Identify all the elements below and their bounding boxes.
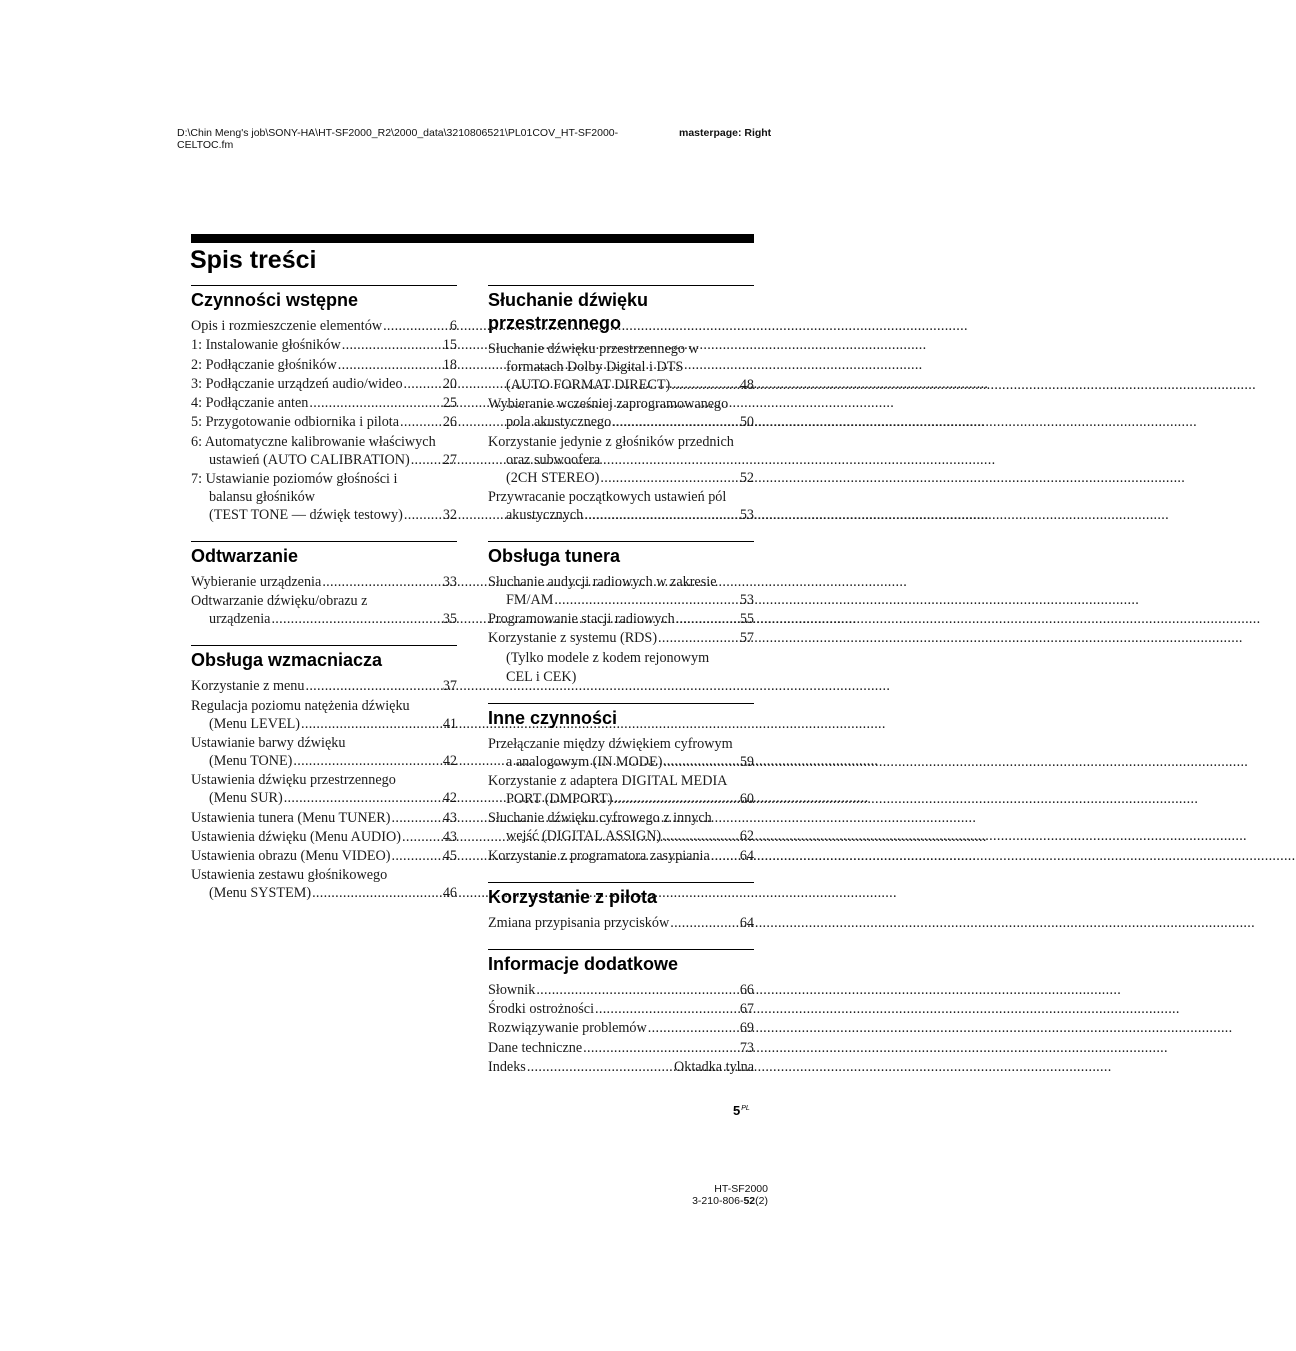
dot-leader	[392, 809, 442, 827]
toc-page-number: 37	[442, 678, 457, 695]
page-number-suffix: PL	[741, 1105, 750, 1112]
toc-entry-line	[488, 827, 754, 845]
dot-leader	[670, 914, 739, 932]
toc-entry-line	[488, 376, 754, 394]
dot-leader	[301, 715, 442, 733]
dot-leader	[595, 1000, 739, 1018]
toc-entry-text: 7: Ustawianie poziomów głośności i	[191, 471, 398, 488]
toc-entry-text: Korzystanie z programatora zasypiania	[488, 847, 710, 864]
dot-leader	[391, 847, 441, 865]
dot-leader	[312, 884, 442, 902]
dot-leader	[271, 610, 441, 628]
toc-entry-text: 5: Przygotowanie odbiornika i pilota	[191, 414, 400, 431]
toc-entry-text: akustycznych	[506, 506, 584, 523]
toc-page-number: 64	[739, 847, 754, 864]
toc-page-number: 50	[739, 414, 754, 431]
section-heading: Obsługa wzmacniacza	[191, 645, 457, 672]
toc-entry-text: Indeks	[488, 1058, 526, 1075]
dot-leader	[711, 847, 739, 865]
toc-entry-text: Słownik	[488, 981, 536, 998]
dot-leader	[404, 506, 442, 524]
section-heading: Obsługa tunera	[488, 541, 754, 568]
toc-page-number: 67	[739, 1000, 754, 1017]
toc-entry-line	[488, 358, 754, 376]
toc-entry[interactable]	[191, 592, 457, 628]
toc-entry-line	[191, 847, 457, 865]
dot-leader	[338, 356, 442, 374]
toc-entry[interactable]	[191, 375, 457, 393]
toc-entry-line	[488, 591, 754, 609]
toc-entry-line	[488, 981, 754, 999]
toc-entry-line	[488, 413, 754, 431]
section-heading: Inne czynności	[488, 703, 754, 730]
file-path-header: D:\Chin Meng's job\SONY-HA\HT-SF2000_R2\2000_data\3210806521\PL01COV_HT-SF2000-CELTOC.fm	[177, 127, 619, 151]
toc-entry-text: a analogowym (IN MODE)	[506, 753, 663, 770]
toc-entry-text: Wybieranie wcześniej zaprogramowanego	[488, 396, 729, 413]
dot-leader	[404, 375, 442, 393]
toc-left-column	[191, 285, 457, 919]
dot-leader	[600, 469, 738, 487]
toc-page-number: 69	[739, 1020, 754, 1037]
toc-entry-text: Ustawienia obrazu (Menu VIDEO)	[191, 848, 391, 865]
toc-entry-line	[191, 809, 457, 827]
toc-page-number: 42	[442, 752, 457, 769]
toc-entry-text: Odtwarzanie dźwięku/obrazu z	[191, 593, 368, 610]
page-title: Spis treści	[190, 246, 317, 274]
toc-page-number: 42	[442, 790, 457, 807]
toc-entry-text: pola akustycznego	[506, 414, 612, 431]
toc-entry[interactable]	[191, 677, 457, 695]
toc-entry[interactable]	[488, 1039, 754, 1057]
dot-leader	[305, 677, 441, 695]
toc-entry[interactable]	[488, 433, 754, 487]
toc-page-number: 43	[442, 828, 457, 845]
toc-page-number: 33	[442, 574, 457, 591]
toc-entry[interactable]	[488, 610, 754, 628]
section-heading: Informacje dodatkowe	[488, 949, 754, 976]
toc-entry-line	[488, 735, 754, 753]
toc-entry[interactable]	[191, 394, 457, 412]
toc-entry-line	[191, 356, 457, 374]
toc-entry-text: ustawień (AUTO CALIBRATION)	[209, 451, 410, 468]
dot-leader	[400, 413, 442, 431]
toc-page-number: 48	[739, 377, 754, 393]
toc-entry-text: Regulacja poziomu natężenia dźwięku	[191, 697, 410, 714]
toc-entry-text: Korzystanie z systemu (RDS)	[488, 630, 658, 647]
toc-page-number: 15	[442, 337, 457, 354]
toc-entry-text: Korzystanie z menu	[191, 678, 305, 695]
toc-entry-text: balansu głośników	[209, 489, 316, 506]
toc-entry[interactable]	[191, 470, 457, 524]
toc-page-number: 20	[442, 375, 457, 392]
toc-entry-line	[488, 914, 754, 932]
toc-entry-line	[191, 413, 457, 431]
toc-entry[interactable]	[191, 734, 457, 770]
toc-entry[interactable]	[191, 866, 457, 902]
dot-leader	[662, 827, 739, 845]
toc-page-number: 32	[442, 507, 457, 524]
toc-entry-line	[191, 771, 457, 789]
toc-entry-line	[488, 629, 754, 647]
section-heading: Korzystanie z pilota	[488, 882, 754, 909]
toc-right-column	[488, 285, 754, 1093]
toc-page-number: 45	[442, 848, 457, 865]
toc-entry[interactable]	[488, 981, 754, 999]
toc-entry-line	[191, 828, 457, 846]
toc-entry-line	[191, 610, 457, 628]
toc-entry-text: wejść (DIGITAL ASSIGN)	[506, 828, 662, 845]
toc-entry-line	[191, 394, 457, 412]
toc-entry-text: Rozwiązywanie problemów	[488, 1020, 647, 1037]
toc-entry-text: Słuchanie dźwięku cyfrowego z innych	[488, 810, 712, 827]
dot-leader	[663, 753, 738, 771]
toc-entry-text: Korzystanie z adaptera DIGITAL MEDIA	[488, 773, 728, 790]
toc-entry[interactable]	[191, 413, 457, 431]
dot-leader	[584, 506, 739, 524]
toc-entry-text: Przywracanie początkowych ustawień pól	[488, 488, 727, 505]
toc-entry[interactable]	[191, 356, 457, 374]
dot-leader	[309, 394, 441, 412]
toc-entry-line	[488, 1039, 754, 1057]
toc-entry-text: 4: Podłączanie anten	[191, 395, 309, 412]
toc-section	[191, 645, 457, 902]
toc-page-number: 66	[739, 981, 754, 998]
toc-entry-text: Zmiana przypisania przycisków	[488, 914, 670, 931]
toc-entry-text: FM/AM	[506, 591, 554, 608]
toc-page-number: 27	[442, 451, 457, 468]
toc-entry-text: Słuchanie dźwięku przestrzennego w	[488, 341, 699, 357]
toc-entry-line	[191, 789, 457, 807]
toc-entry-line	[488, 753, 754, 771]
toc-entry-line	[488, 1019, 754, 1037]
toc-entry-line	[488, 395, 754, 413]
toc-entry-line	[488, 573, 754, 591]
masterpage-label: masterpage: Right	[679, 127, 772, 139]
dot-leader	[383, 317, 449, 335]
toc-entry[interactable]	[488, 809, 754, 845]
toc-page-number: 41	[442, 715, 457, 732]
dot-leader	[583, 1039, 739, 1057]
toc-entry-line	[191, 433, 457, 451]
dot-leader	[536, 981, 739, 999]
toc-page-number: 57	[739, 630, 754, 647]
toc-entry[interactable]	[191, 828, 457, 846]
toc-entry-line	[488, 1000, 754, 1018]
toc-entry-text: 3: Podłączanie urządzeń audio/wideo	[191, 375, 403, 392]
dot-leader	[613, 790, 738, 808]
section-heading: Odtwarzanie	[191, 541, 457, 568]
toc-entry[interactable]	[488, 629, 754, 647]
toc-entry-text: Słuchanie audycji radiowych w zakresie	[488, 573, 717, 590]
section-heading: Słuchanie dźwięku przestrzennego	[488, 285, 754, 335]
toc-page-number: 6	[449, 318, 457, 334]
toc-entry-text: (TEST TONE — dźwięk testowy)	[209, 507, 403, 524]
toc-entry[interactable]	[488, 1019, 754, 1037]
toc-entry[interactable]	[488, 340, 754, 394]
toc-entry-text: (2CH STEREO)	[506, 469, 600, 486]
toc-entry-text: (AUTO FORMAT DIRECT)	[506, 377, 671, 393]
toc-entry-text: (Menu TONE)	[209, 752, 293, 769]
toc-entry[interactable]	[488, 1000, 754, 1018]
toc-section	[488, 882, 754, 932]
toc-entry[interactable]	[488, 573, 754, 609]
toc-entry-text: Przełączanie między dźwiękiem cyfrowym	[488, 735, 733, 752]
toc-entry[interactable]	[488, 1058, 754, 1076]
toc-entry-line	[191, 697, 457, 715]
toc-entry[interactable]	[488, 914, 754, 932]
toc-entry-text: oraz subwoofera	[506, 451, 601, 468]
toc-entry-line	[191, 715, 457, 733]
toc-entry-text: PORT (DMPORT)	[506, 791, 613, 808]
toc-entry-text: 2: Podłączanie głośników	[191, 356, 337, 373]
toc-entry-line	[191, 752, 457, 770]
toc-section	[488, 949, 754, 1076]
toc-entry-text: Korzystanie jedynie z głośników przednich	[488, 433, 734, 450]
toc-entry-line	[191, 677, 457, 695]
toc-page-number: 73	[739, 1039, 754, 1056]
toc-section	[191, 285, 457, 524]
toc-entry-line	[191, 375, 457, 393]
toc-entry-line	[488, 469, 754, 487]
toc-entry-line	[488, 433, 754, 451]
title-rule	[191, 234, 754, 243]
toc-entry-text: Środki ostrożności	[488, 1000, 595, 1017]
toc-entry-line	[191, 734, 457, 752]
toc-entry-line	[191, 884, 457, 902]
section-heading: Czynności wstępne	[191, 285, 457, 312]
toc-entry-line	[488, 506, 754, 524]
dot-leader	[284, 789, 442, 807]
dot-leader	[342, 336, 442, 354]
toc-entry-text: Opis i rozmieszczenie elementów	[191, 318, 383, 334]
toc-note: CEL i CEK)	[506, 668, 577, 685]
toc-entry-line	[191, 317, 457, 335]
page-number: $5^{PL}$	[733, 1103, 750, 1118]
toc-entry-text: Ustawienia dźwięku przestrzennego	[191, 772, 396, 789]
footer-model-info	[600, 1183, 768, 1207]
toc-entry-line	[488, 1058, 754, 1076]
toc-entry-text: Ustawienia dźwięku (Menu AUDIO)	[191, 828, 401, 845]
toc-entry-line	[488, 847, 754, 865]
toc-entry-line	[488, 809, 754, 827]
toc-entry-line	[488, 610, 754, 628]
toc-entry[interactable]	[488, 735, 754, 771]
toc-entry-line	[191, 336, 457, 354]
toc-entry-text: 1: Instalowanie głośników	[191, 337, 341, 354]
toc-entry-line	[191, 488, 457, 506]
toc-page-number: Oktadka tylna	[674, 1058, 754, 1075]
footer-model-code: 3-210-806-52(2)	[692, 1195, 768, 1207]
toc-entry-line	[191, 592, 457, 610]
toc-page-number: 43	[442, 809, 457, 826]
toc-entry-line	[191, 573, 457, 591]
toc-entry-line	[488, 772, 754, 790]
toc-entry-text: Programowanie stacji radiowych	[488, 611, 675, 628]
toc-page-number: 18	[442, 356, 457, 373]
toc-page-number: 35	[442, 611, 457, 628]
dot-leader	[676, 610, 739, 628]
toc-entry[interactable]	[488, 395, 754, 431]
toc-entry-text: formatach Dolby Digital i DTS	[506, 359, 684, 375]
toc-entry[interactable]	[191, 847, 457, 865]
toc-entry[interactable]	[488, 488, 754, 524]
toc-page-number: 55	[739, 611, 754, 628]
toc-entry-line	[488, 488, 754, 506]
toc-entry-line	[488, 340, 754, 358]
toc-section	[488, 541, 754, 686]
toc-page-number: 60	[739, 791, 754, 808]
toc-entry-text: (Menu SYSTEM)	[209, 885, 312, 902]
dot-leader	[411, 451, 442, 469]
dot-leader	[671, 376, 739, 394]
toc-entry[interactable]	[191, 809, 457, 827]
toc-section	[191, 541, 457, 628]
toc-entry-text: (Menu LEVEL)	[209, 715, 301, 732]
toc-note: (Tylko modele z kodem rejonowym	[506, 649, 710, 666]
toc-entry-text: Wybieranie urządzenia	[191, 574, 322, 591]
toc-entry[interactable]	[488, 772, 754, 808]
toc-entry-text: Ustawienia tunera (Menu TUNER)	[191, 809, 391, 826]
toc-entry-text: Dane techniczne	[488, 1039, 583, 1056]
toc-entry-line	[191, 506, 457, 524]
dot-leader	[402, 828, 442, 846]
dot-leader	[322, 573, 442, 591]
toc-page-number: 52	[739, 469, 754, 486]
toc-entry[interactable]	[488, 847, 754, 865]
toc-section	[488, 285, 754, 524]
dot-leader	[648, 1019, 739, 1037]
toc-page-number: 25	[442, 395, 457, 412]
toc-page-number: 59	[739, 753, 754, 770]
toc-entry-text: (Menu SUR)	[209, 790, 283, 807]
toc-section	[488, 703, 754, 865]
dot-leader	[527, 1058, 673, 1076]
toc-entry[interactable]	[191, 771, 457, 807]
toc-entry[interactable]	[191, 573, 457, 591]
dot-leader	[554, 591, 739, 609]
dot-leader	[293, 752, 441, 770]
toc-entry[interactable]	[191, 317, 457, 335]
toc-entry-line	[191, 451, 457, 469]
dot-leader	[612, 413, 739, 431]
toc-entry-line	[488, 451, 754, 469]
toc-entry-text: Ustawienia zestawu głośnikowego	[191, 867, 388, 884]
dot-leader	[658, 629, 739, 647]
toc-page-number: 26	[442, 414, 457, 431]
toc-page-number: 53	[739, 506, 754, 523]
toc-page-number: 46	[442, 885, 457, 902]
toc-page-number: 62	[739, 828, 754, 845]
toc-entry-line	[488, 790, 754, 808]
toc-entry[interactable]	[191, 697, 457, 733]
toc-entry-line	[191, 866, 457, 884]
toc-page-number: 53	[739, 591, 754, 608]
footer-model-name: HT-SF2000	[714, 1183, 768, 1195]
toc-entry[interactable]	[191, 336, 457, 354]
toc-page-number: 64	[739, 914, 754, 931]
toc-entry-text: 6: Automatyczne kalibrowanie właściwych	[191, 433, 436, 450]
toc-entry[interactable]	[191, 433, 457, 469]
toc-entry-text: Ustawianie barwy dźwięku	[191, 734, 346, 751]
toc-entry-text: urządzenia	[209, 611, 271, 628]
toc-entry-line	[191, 470, 457, 488]
